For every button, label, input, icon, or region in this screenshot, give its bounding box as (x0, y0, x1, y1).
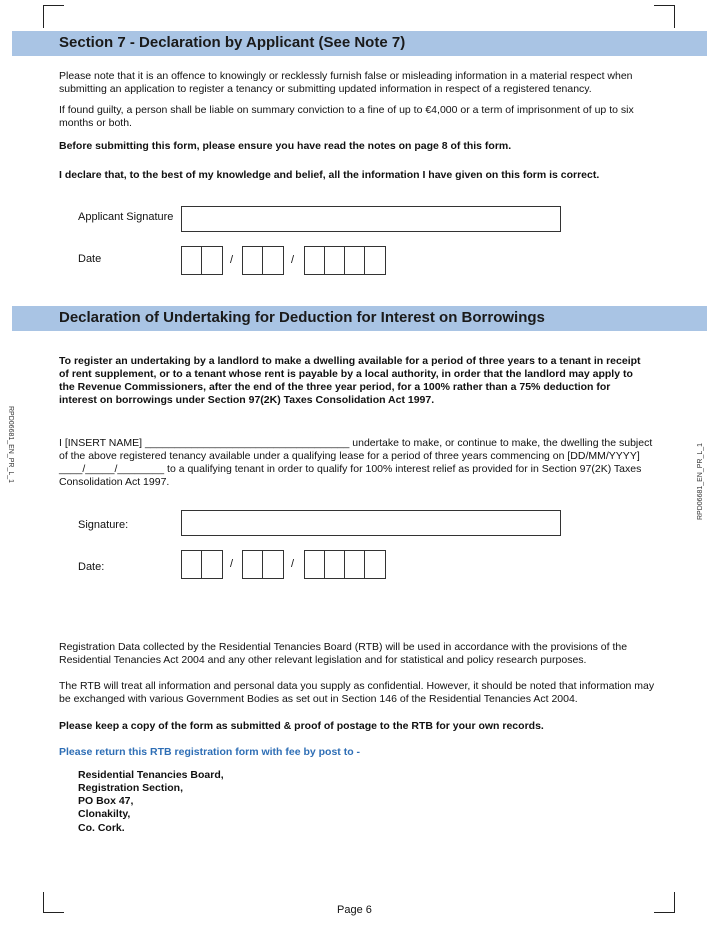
page-number: Page 6 (337, 904, 372, 916)
side-code-left: RPD06681_EN_PR_L_1 (7, 406, 14, 484)
date-year-digit-2[interactable] (324, 246, 346, 275)
applicant-date-label: Date (78, 253, 102, 265)
undertaking-header (12, 306, 707, 331)
date-year-digit-4[interactable] (364, 246, 386, 275)
undertaking-intro: To register an undertaking by a landlord to make a dwelling available for a period of three years to a tenant in receipt of rent supplement, or to a tenant whose rent is payable by a local authority, in order that the landlord may apply to the Revenue Commissioners, after the end of the three year period, for a 100% rather than a 75% deduction for interest on borrowings under Section 97(2K) Taxes Consolidation Act 1997. (59, 355, 641, 406)
crop-mark-bottom-left (43, 892, 64, 913)
crop-mark-top-left (43, 5, 64, 28)
date-month-digit-2[interactable] (262, 246, 284, 275)
date-year-digit-4[interactable] (364, 550, 386, 579)
crop-mark-bottom-right (654, 892, 675, 913)
section7-header (12, 31, 707, 56)
return-instruction: Please return this RTB registration form with fee by post to - (59, 746, 361, 758)
date-month-digit-1[interactable] (242, 246, 264, 275)
date-year-digit-1[interactable] (304, 246, 326, 275)
keep-copy-note: Please keep a copy of the form as submitted & proof of postage to the RTB for your own records. (59, 720, 544, 732)
address-line: Co. Cork. (78, 822, 125, 834)
address-line: Registration Section, (78, 782, 184, 794)
date-separator: / (230, 558, 234, 570)
applicant-signature-label: Applicant Signature (78, 211, 174, 223)
date-year-digit-1[interactable] (304, 550, 326, 579)
section7-read-notes: Before submitting this form, please ensure you have read the notes on page 8 of this form. (59, 140, 512, 152)
date-separator: / (291, 558, 295, 570)
side-code-right: RPD06681_EN_PR_L_1 (697, 442, 704, 520)
undertaking-signature-label: Signature: (78, 519, 129, 531)
crop-mark-top-right (654, 5, 675, 28)
date-day-digit-1[interactable] (181, 550, 203, 579)
data-protection-note: Registration Data collected by the Residential Tenancies Board (RTB) will be used in accordance with the provisions of the Residential Tenancies Act 2004 and any other relevant legislation and for statistical and policy research purposes. (59, 641, 628, 666)
date-day-digit-1[interactable] (181, 246, 203, 275)
section7-declaration: I declare that, to the best of my knowledge and belief, all the information I have given on this form is correct. (59, 169, 600, 181)
section7-offence-note: Please note that it is an offence to knowingly or recklessly furnish false or misleading information in a material respect when submitting an application to register a tenancy or submitting updated information in respect of a registered tenancy. (59, 70, 633, 95)
date-year-digit-3[interactable] (344, 550, 366, 579)
date-separator: / (230, 254, 234, 266)
date-day-digit-2[interactable] (201, 550, 223, 579)
date-year-digit-3[interactable] (344, 246, 366, 275)
undertaking-signature-field[interactable] (181, 510, 561, 536)
confidentiality-note: The RTB will treat all information and personal data you supply as confidential. However, it should be noted that information may be exchanged with various Government Bodies as set out in Section 146 of the Residential Tenancies Act 2004. (59, 680, 655, 705)
undertaking-date-label: Date: (78, 561, 105, 573)
date-separator: / (291, 254, 295, 266)
date-day-digit-2[interactable] (201, 246, 223, 275)
date-year-digit-2[interactable] (324, 550, 346, 579)
address-line: PO Box 47, (78, 795, 134, 807)
date-month-digit-1[interactable] (242, 550, 264, 579)
address-line: Clonakilty, (78, 808, 131, 820)
section7-penalty-note: If found guilty, a person shall be liable on summary conviction to a fine of up to €4,000 or a term of imprisonment of up to six months or both. (59, 104, 634, 129)
undertaking-title: Declaration of Undertaking for Deduction for Interest on Borrowings (59, 309, 545, 326)
section7-title: Section 7 - Declaration by Applicant (See Note 7) (59, 34, 406, 51)
address-line: Residential Tenancies Board, (78, 769, 224, 781)
applicant-signature-field[interactable] (181, 206, 561, 232)
date-month-digit-2[interactable] (262, 550, 284, 579)
undertaking-statement: I [INSERT NAME] ___________________________________ undertake to make, or continue to make, the dwelling the subject of the above registered tenancy available under a qualifying lease for a period of three years commencing on [DD/MM/YYYY] ____/_____/________ to a qualifying tenant in order to qualify for 100% interest relief as provided for in Section 97(2K) Taxes Consolidation Act 1997. (59, 437, 653, 488)
